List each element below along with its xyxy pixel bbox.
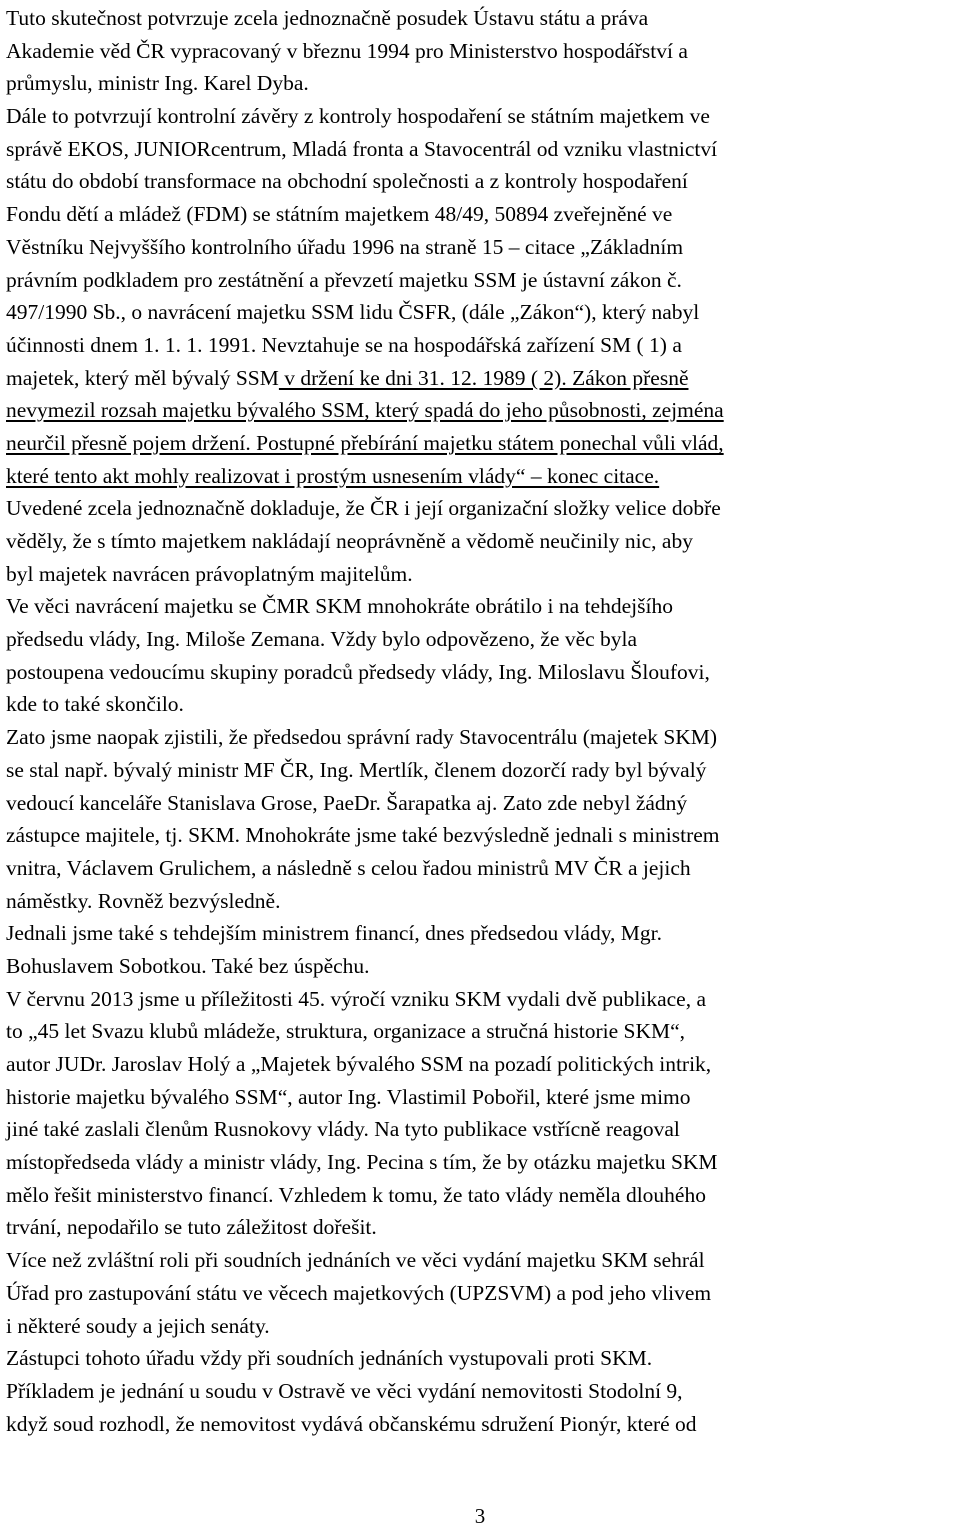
text-line: státu do období transformace na obchodní společnosti a z kontroly hospodaření — [6, 169, 688, 194]
text-line: účinnosti dnem 1. 1. 1. 1991. Nevztahuje se na hospodářská zařízení SM ( 1) a — [6, 332, 682, 357]
text-line: to „45 let Svazu klubů mládeže, struktura, organizace a stručná historie SKM“, — [6, 1019, 686, 1044]
underlined-quote-segment: neurčil přesně pojem držení. Postupné přebírání majetku státem ponechal vůli vlád, — [6, 430, 724, 455]
text-line: místopředseda vlády a ministr vlády, Ing. Pecina s tím, že by otázku majetku SKM — [6, 1150, 718, 1175]
text-line: Dále to potvrzují kontrolní závěry z kontroly hospodaření se státním majetkem ve — [6, 104, 710, 129]
text-line: autor JUDr. Jaroslav Holý a „Majetek bývalého SSM na pozadí politických intrik, — [6, 1052, 712, 1076]
text-line: Bohuslavem Sobotkou. Také bez úspěchu. — [6, 953, 370, 978]
text-line: Tuto skutečnost potvrzuje zcela jednoznačně posudek Ústavu státu a práva — [6, 6, 649, 30]
text-line: trvání, nepodařilo se tuto záležitost dořešit. — [6, 1215, 377, 1240]
page-number: 3 — [474, 1504, 486, 1528]
text-line: V červnu 2013 jsme u příležitosti 45. výročí vzniku SKM vydali dvě publikace, a — [6, 986, 707, 1011]
text-line: průmyslu, ministr Ing. Karel Dyba. — [6, 71, 309, 96]
text-line — [6, 427, 956, 460]
text-line: 497/1990 Sb., o navrácení majetku SSM lidu ČSFR, (dále „Zákon“), který nabyl — [6, 300, 700, 325]
underlined-quote-segment: v držení ke dni 31. 12. 1989 ( 2). Zákon přesně — [278, 365, 689, 390]
text-line: Zato jsme naopak zjistili, že předsedou správní rady Stavocentrálu (majetek SKM) — [6, 725, 718, 750]
text-line: historie majetku bývalého SSM“, autor Ing. Vlastimil Pobořil, které jsme mimo — [6, 1084, 691, 1109]
text-line: předsedu vlády, Ing. Miloše Zemana. Vždy bylo odpovězeno, že věc byla — [6, 627, 638, 652]
text-line: i některé soudy a jejich senáty. — [6, 1313, 270, 1338]
text-line: kde to také skončilo. — [6, 692, 184, 717]
text-line: jiné také zaslali členům Rusnokovy vlády. Na tyto publikace vstřícně reagoval — [6, 1117, 680, 1142]
text-line: vedoucí kanceláře Stanislava Grose, PaeDr. Šarapatka aj. Zato zde nebyl žádný — [6, 790, 688, 815]
text-line: Příkladem je jednání u soudu v Ostravě ve věci vydání nemovitosti Stodolní 9, — [6, 1378, 683, 1403]
text-line — [6, 362, 956, 395]
text-line: byl majetek navrácen právoplatným majitelům. — [6, 561, 413, 586]
text-line: právním podkladem pro zestátnění a převzetí majetku SSM je ústavní zákon č. — [6, 267, 682, 292]
underlined-quote-segment: nevymezil rozsah majetku bývalého SSM, který spadá do jeho působnosti, zejména — [6, 398, 724, 423]
text-line: věděly, že s tímto majetkem nakládají neoprávněně a vědomě neučinily nic, aby — [6, 529, 693, 553]
text-line: se stal např. bývalý ministr MF ČR, Ing. Mertlík, členem dozorčí rady byl bývalý — [6, 757, 707, 782]
text-line: správě EKOS, JUNIORcentrum, Mladá fronta a Stavocentrál od vzniku vlastnictví — [6, 136, 718, 161]
text-segment: majetek, který měl bývalý SSM — [6, 365, 279, 390]
text-line: Akademie věd ČR vypracovaný v březnu 1994 pro Ministerstvo hospodářství a — [6, 38, 688, 63]
underlined-quote-segment: které tento akt mohly realizovat i prostým usnesením vlády“ – konec citace. — [6, 463, 660, 488]
text-line: Zástupci tohoto úřadu vždy při soudních jednáních vystupovali proti SKM. — [6, 1346, 653, 1371]
text-line: mělo řešit ministerstvo financí. Vzhledem k tomu, že tato vlády neměla dlouhého — [6, 1182, 706, 1207]
text-line: Fondu dětí a mládež (FDM) se státním majetkem 48/49, 50894 zveřejněné ve — [6, 202, 673, 227]
document-body — [6, 2, 956, 1440]
text-line: Více než zvláštní roli při soudních jednáních ve věci vydání majetku SKM sehrál — [6, 1248, 705, 1273]
text-line: Uvedené zcela jednoznačně dokladuje, že ČR i její organizační složky velice dobře — [6, 496, 721, 521]
text-line: náměstky. Rovněž bezvýsledně. — [6, 888, 281, 913]
text-line: vnitra, Václavem Grulichem, a následně s celou řadou ministrů MV ČR a jejich — [6, 855, 691, 880]
text-line: Úřad pro zastupování státu ve věcech majetkových (UPZSVM) a pod jeho vlivem — [6, 1280, 712, 1305]
text-line: Věstníku Nejvyššího kontrolního úřadu 1996 na straně 15 – citace „Základním — [6, 234, 684, 259]
text-line: když soud rozhodl, že nemovitost vydává občanskému sdružení Pionýr, které od — [6, 1411, 697, 1436]
text-line: Jednali jsme také s tehdejším ministrem financí, dnes předsedou vlády, Mgr. — [6, 921, 663, 946]
text-line: zástupce majitele, tj. SKM. Mnohokráte jsme také bezvýsledně jednali s ministrem — [6, 823, 720, 848]
text-line — [6, 394, 956, 427]
text-line: Ve věci navrácení majetku se ČMR SKM mnohokráte obrátilo i na tehdejšího — [6, 594, 673, 619]
text-line — [6, 460, 956, 493]
text-line: postoupena vedoucímu skupiny poradců předsedy vlády, Ing. Miloslavu Šloufovi, — [6, 659, 710, 684]
